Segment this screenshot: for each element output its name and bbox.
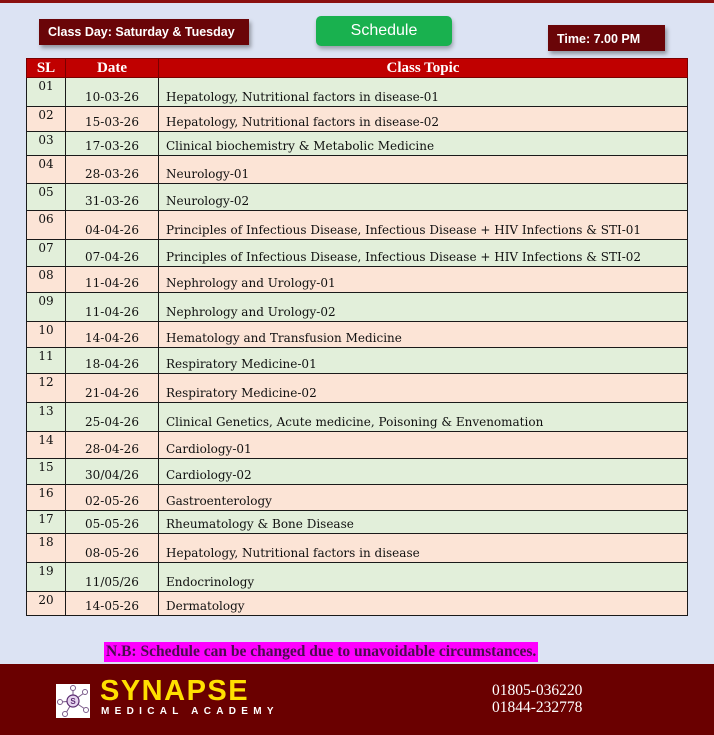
- row-sl: 17: [27, 511, 66, 534]
- row-topic: Hematology and Transfusion Medicine: [159, 322, 688, 348]
- table-row: [27, 403, 688, 432]
- phone-number-2[interactable]: 01844-232778: [492, 699, 583, 716]
- row-date: 11-04-26: [66, 267, 159, 293]
- row-date: 28-04-26: [66, 432, 159, 459]
- row-topic: Hepatology, Nutritional factors in disease-01: [159, 78, 688, 107]
- row-sl: 13: [27, 403, 66, 432]
- row-topic: Nephrology and Urology-01: [159, 267, 688, 293]
- table-row: [27, 592, 688, 616]
- table-row: [27, 563, 688, 592]
- row-sl: 11: [27, 348, 66, 374]
- table-row: [27, 78, 688, 107]
- row-topic: Respiratory Medicine-01: [159, 348, 688, 374]
- row-sl: 10: [27, 322, 66, 348]
- row-sl: 15: [27, 459, 66, 485]
- table-row: [27, 132, 688, 156]
- table-row: [27, 485, 688, 511]
- row-topic: Cardiology-02: [159, 459, 688, 485]
- row-sl: 07: [27, 240, 66, 267]
- table-row: [27, 374, 688, 403]
- row-topic: Clinical Genetics, Acute medicine, Poisoning & Envenomation: [159, 403, 688, 432]
- row-topic: Principles of Infectious Disease, Infectious Disease + HIV Infections & STI-01: [159, 211, 688, 240]
- row-topic: Hepatology, Nutritional factors in disease-02: [159, 107, 688, 132]
- table-row: [27, 184, 688, 211]
- row-topic: Hepatology, Nutritional factors in disease: [159, 534, 688, 563]
- table-row: [27, 293, 688, 322]
- row-topic: Nephrology and Urology-02: [159, 293, 688, 322]
- row-date: 02-05-26: [66, 485, 159, 511]
- table-row: [27, 267, 688, 293]
- svg-text:S: S: [70, 697, 76, 706]
- table-row: [27, 432, 688, 459]
- table-row: [27, 107, 688, 132]
- table-row: [27, 511, 688, 534]
- row-sl: 01: [27, 78, 66, 107]
- table-row: [27, 240, 688, 267]
- row-date: 31-03-26: [66, 184, 159, 211]
- row-date: 11-04-26: [66, 293, 159, 322]
- row-date: 14-04-26: [66, 322, 159, 348]
- column-header-sl: SL: [27, 59, 66, 78]
- row-sl: 16: [27, 485, 66, 511]
- contact-phones: [492, 682, 582, 716]
- table-header-row: [27, 59, 688, 78]
- row-date: 11/05/26: [66, 563, 159, 592]
- row-date: 28-03-26: [66, 156, 159, 184]
- row-sl: 18: [27, 534, 66, 563]
- row-sl: 02: [27, 107, 66, 132]
- schedule-table: [26, 58, 688, 616]
- brand-name: SYNAPSE: [100, 675, 250, 707]
- row-date: 30/04/26: [66, 459, 159, 485]
- row-sl: 03: [27, 132, 66, 156]
- table-row: [27, 211, 688, 240]
- row-sl: 09: [27, 293, 66, 322]
- row-date: 15-03-26: [66, 107, 159, 132]
- row-topic: Respiratory Medicine-02: [159, 374, 688, 403]
- row-date: 25-04-26: [66, 403, 159, 432]
- row-topic: Principles of Infectious Disease, Infectious Disease + HIV Infections & STI-02: [159, 240, 688, 267]
- row-date: 05-05-26: [66, 511, 159, 534]
- brand-subtitle: MEDICAL ACADEMY: [101, 706, 279, 717]
- row-date: 17-03-26: [66, 132, 159, 156]
- row-date: 18-04-26: [66, 348, 159, 374]
- row-topic: Gastroenterology: [159, 485, 688, 511]
- network-nodes-icon: [56, 684, 90, 718]
- row-sl: 04: [27, 156, 66, 184]
- row-topic: Clinical biochemistry & Metabolic Medicine: [159, 132, 688, 156]
- class-day-label: Class Day: Saturday & Tuesday: [39, 19, 249, 45]
- table-row: [27, 348, 688, 374]
- row-date: 04-04-26: [66, 211, 159, 240]
- table-row: [27, 459, 688, 485]
- row-date: 07-04-26: [66, 240, 159, 267]
- row-date: 21-04-26: [66, 374, 159, 403]
- row-sl: 20: [27, 592, 66, 616]
- row-date: 08-05-26: [66, 534, 159, 563]
- row-topic: Cardiology-01: [159, 432, 688, 459]
- row-sl: 19: [27, 563, 66, 592]
- column-header-topic: Class Topic: [159, 59, 688, 78]
- row-topic: Rheumatology & Bone Disease: [159, 511, 688, 534]
- top-border: [0, 0, 714, 3]
- row-topic: Dermatology: [159, 592, 688, 616]
- schedule-change-note: N.B: Schedule can be changed due to unavoidable circumstances.: [106, 643, 537, 660]
- row-date: 14-05-26: [66, 592, 159, 616]
- footer-banner: [0, 664, 714, 735]
- row-topic: Endocrinology: [159, 563, 688, 592]
- table-row: [27, 156, 688, 184]
- row-topic: Neurology-02: [159, 184, 688, 211]
- row-sl: 08: [27, 267, 66, 293]
- phone-number-1[interactable]: 01805-036220: [492, 682, 583, 699]
- table-row: [27, 322, 688, 348]
- schedule-button[interactable]: Schedule: [316, 16, 452, 46]
- row-sl: 05: [27, 184, 66, 211]
- row-sl: 12: [27, 374, 66, 403]
- class-time-label: Time: 7.00 PM: [548, 25, 665, 51]
- row-sl: 14: [27, 432, 66, 459]
- table-row: [27, 534, 688, 563]
- row-topic: Neurology-01: [159, 156, 688, 184]
- row-date: 10-03-26: [66, 78, 159, 107]
- row-sl: 06: [27, 211, 66, 240]
- column-header-date: Date: [66, 59, 159, 78]
